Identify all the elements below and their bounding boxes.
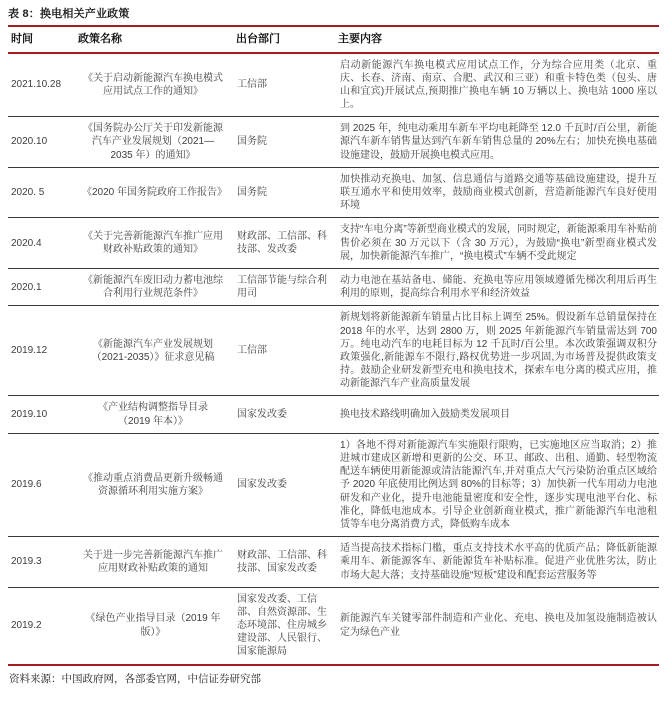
policy-department: 国务院 bbox=[234, 167, 336, 218]
table-row bbox=[8, 306, 659, 396]
policy-time: 2021.10.28 bbox=[8, 53, 76, 117]
policy-time: 2019.10 bbox=[8, 396, 76, 433]
policy-name: 《新能源汽车产业发展规划（2021-2035）》征求意见稿 bbox=[76, 306, 234, 396]
table-row bbox=[8, 268, 659, 305]
policy-content: 新规划将新能源新车销量占比目标上调至 25%。假设新车总销量保持在 2018 年的水平，达到 2800 万，则 2025 年新能源汽车销量需达到 700 万。纯电动汽车的电耗目标为 12 千瓦时/百公里。本次政策强调双积分政策强化,新能源车不限行,路权优势进一步巩固,为市场普及提供政策支持。鼓励企业研发新型充电和换电技术，探索车电分离的模式应用，推动新能源汽车产业高质量发展 bbox=[336, 306, 659, 396]
policy-name: 《新能源汽车废旧动力蓄电池综合利用行业规范条件》 bbox=[76, 268, 234, 305]
policy-time: 2019.2 bbox=[8, 587, 76, 664]
table-title: 表 8：换电相关产业政策 bbox=[8, 8, 130, 20]
policy-content: 到 2025 年，纯电动乘用车新车平均电耗降至 12.0 千瓦时/百公里，新能源汽车新车销售量达到汽车新车销售总量的 20%左右；加快充换电基础设施建设，鼓励开展换电模式应用。 bbox=[336, 117, 659, 168]
policy-time: 2019.3 bbox=[8, 537, 76, 588]
policy-content: 加快推动充换电、加氢、信息通信与道路交通等基础设施建设，提升互联互通水平和使用效率，鼓励商业模式创新，营造新能源汽车良好使用环境 bbox=[336, 167, 659, 218]
policy-table bbox=[8, 27, 659, 666]
policy-department: 工信部节能与综合利用司 bbox=[234, 268, 336, 305]
policy-name: 《国务院办公厅关于印发新能源汽车产业发展规划（2021—2035 年）的通知》 bbox=[76, 117, 234, 168]
policy-content: 动力电池在基站备电、储能、充换电等应用领域遵循先梯次利用后再生利用的原则，提高综合利用水平和经济效益 bbox=[336, 268, 659, 305]
policy-department: 财政部、工信部、科技部、国家发改委 bbox=[234, 537, 336, 588]
policy-content: 新能源汽车关键零部件制造和产业化、充电、换电及加氢设施制造被认定为绿色产业 bbox=[336, 587, 659, 664]
policy-department: 国务院 bbox=[234, 117, 336, 168]
policy-name: 《关于完善新能源汽车推广应用财政补贴政策的通知》 bbox=[76, 218, 234, 269]
table-row bbox=[8, 587, 659, 664]
source-note: 资料来源：中国政府网，各部委官网，中信证券研究部 bbox=[9, 672, 261, 685]
table-row bbox=[8, 218, 659, 269]
table-row bbox=[8, 433, 659, 536]
policy-name: 《2020 年国务院政府工作报告》 bbox=[76, 167, 234, 218]
policy-time: 2020.10 bbox=[8, 117, 76, 168]
table-row bbox=[8, 117, 659, 168]
policy-department: 国家发改委 bbox=[234, 396, 336, 433]
policy-name: 关于进一步完善新能源汽车推广应用财政补贴政策的通知 bbox=[76, 537, 234, 588]
policy-name: 《绿色产业指导目录（2019 年版）》 bbox=[76, 587, 234, 664]
table-row bbox=[8, 53, 659, 117]
policy-name: 《推动重点消费品更新升级畅通资源循环利用实施方案》 bbox=[76, 433, 234, 536]
policy-time: 2019.6 bbox=[8, 433, 76, 536]
policy-time: 2020.4 bbox=[8, 218, 76, 269]
policy-name: 《关于启动新能源汽车换电模式应用试点工作的通知》 bbox=[76, 53, 234, 117]
table-row bbox=[8, 167, 659, 218]
column-header-content: 主要内容 bbox=[336, 27, 659, 53]
column-header-department: 出台部门 bbox=[234, 27, 336, 53]
table-row bbox=[8, 537, 659, 588]
policy-department: 工信部 bbox=[234, 53, 336, 117]
policy-time: 2020.1 bbox=[8, 268, 76, 305]
column-header-time: 时间 bbox=[8, 27, 76, 53]
policy-department: 财政部、工信部、科技部、发改委 bbox=[234, 218, 336, 269]
policy-department: 国家发改委 bbox=[234, 433, 336, 536]
policy-time: 2019.12 bbox=[8, 306, 76, 396]
table-header bbox=[8, 27, 659, 53]
column-header-policy: 政策名称 bbox=[76, 27, 234, 53]
table-body bbox=[8, 53, 659, 665]
table-row bbox=[8, 396, 659, 433]
policy-content: 支持“车电分离”等新型商业模式的发展，同时规定，新能源乘用车补贴前售价必须在 30 万元以下（含 30 万元），为鼓励“换电”新型商业模式发展，加快新能源汽车推广，“换电模式”车辆不受此规定 bbox=[336, 218, 659, 269]
policy-content: 1）各地不得对新能源汽车实施限行限购，已实施地区应当取消；2）推进城市建成区新增和更新的公交、环卫、邮政、出租、通勤、轻型物流配送车辆使用新能源或清洁能源汽车,并对重点大气污染防治重点区域给予 2020 年底使用比例达到 80%的目标等；3）加快新一代车用动力电池研发和产业化，提升电池能量密度和安全性，逐步实现电池平台化、标准化，降低电池成本。引导企业创新商业模式，推广新能源汽车电池租赁等车电分离消费方式，降低购车成本 bbox=[336, 433, 659, 536]
policy-name: 《产业结构调整指导目录（2019 年本）》 bbox=[76, 396, 234, 433]
policy-content: 启动新能源汽车换电模式应用试点工作，分为综合应用类（北京、重庆、长春、济南、南京、合肥、武汉和三亚）和重卡特色类（包头、唐山和宜宾)开展试点,预期推广换电车辆 10 万辆以上、换电站 1000 座以上。 bbox=[336, 53, 659, 117]
policy-time: 2020. 5 bbox=[8, 167, 76, 218]
policy-department: 工信部 bbox=[234, 306, 336, 396]
policy-content: 适当提高技术指标门槛，重点支持技术水平高的优质产品；降低新能源乘用车、新能源客车、新能源货车补贴标准。促进产业优胜劣汰，防止市场大起大落；支持基础设施“短板”建设和配套运营服务等 bbox=[336, 537, 659, 588]
policy-department: 国家发改委、工信部、自然资源部、生态环境部、住房城乡建设部、人民银行、国家能源局 bbox=[234, 587, 336, 664]
policy-content: 换电技术路线明确加入鼓励类发展项目 bbox=[336, 396, 659, 433]
